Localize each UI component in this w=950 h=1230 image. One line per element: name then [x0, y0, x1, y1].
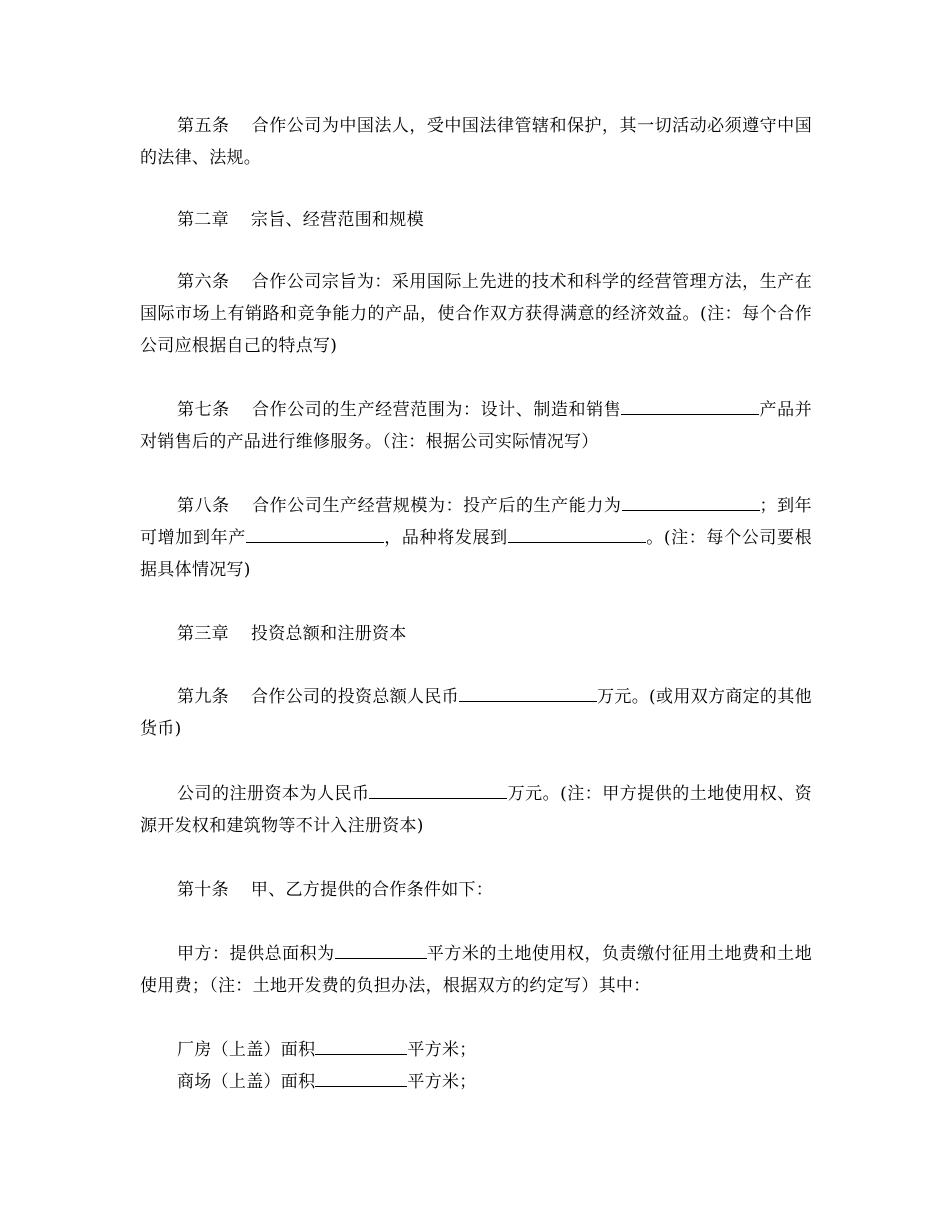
article-8-text-d: 。(注：每个公司要根据具体情况写)	[140, 528, 812, 580]
article-7-text-after: 产品并对销售后的产品进行维修服务。（注：根据公司实际情况写）	[140, 400, 812, 452]
mall-area-blank[interactable]	[315, 1068, 407, 1087]
article-8-text-b: ；到年可增加到年产	[140, 496, 812, 548]
item-label: 商场（上盖）面积	[177, 1072, 316, 1092]
item-mall-area	[140, 1066, 812, 1098]
article-9-label: 第九条	[177, 687, 229, 707]
item-label: 厂房（上盖）面积	[177, 1040, 316, 1060]
article-9	[140, 681, 812, 745]
article-6-text: 合作公司宗旨为：采用国际上先进的技术和科学的经营管理方法，生产在国际市场上有销路和竞争能力的产品，使合作双方获得满意的经济效益。(注：每个合作公司应根据自己的特点写)	[140, 272, 812, 356]
variety-blank[interactable]	[508, 524, 646, 543]
chapter-2-title: 宗旨、经营范围和规模	[250, 210, 424, 230]
chapter-2-label: 第二章	[177, 210, 229, 230]
article-10-label: 第十条	[177, 880, 229, 900]
total-investment-blank[interactable]	[459, 683, 597, 702]
factory-area-blank[interactable]	[315, 1036, 407, 1055]
article-7-text-before: 合作公司的生产经营范围为：设计、制造和销售	[251, 400, 622, 420]
product-blank[interactable]	[621, 396, 759, 415]
article-6	[140, 266, 812, 362]
item-unit: 平方米；	[407, 1072, 477, 1092]
party-a-conditions	[140, 938, 812, 1002]
chapter-3-label: 第三章	[177, 624, 229, 644]
article-5-text: 合作公司为中国法人，受中国法律管辖和保护，其一切活动必须遵守中国的法律、法规。	[140, 116, 812, 168]
article-7-label: 第七条	[177, 400, 230, 420]
chapter-3-title: 投资总额和注册资本	[250, 624, 407, 644]
capacity-blank[interactable]	[622, 492, 760, 511]
party-a-text-before: 甲方：提供总面积为	[177, 944, 335, 964]
item-unit: 平方米；	[407, 1040, 477, 1060]
registered-capital-blank[interactable]	[369, 780, 507, 799]
registered-capital	[140, 778, 812, 842]
article-10-text: 甲、乙方提供的合作条件如下：	[250, 880, 494, 900]
article-7	[140, 394, 812, 458]
article-8-text-a: 合作公司生产经营规模为：投产后的生产能力为	[251, 496, 622, 516]
chapter-2-heading	[140, 204, 812, 236]
chapter-3-heading	[140, 618, 812, 650]
land-area-blank[interactable]	[335, 940, 427, 959]
article-5	[140, 110, 812, 174]
article-5-label: 第五条	[177, 116, 230, 136]
registered-capital-text-before: 公司的注册资本为人民币	[177, 784, 370, 804]
article-6-label: 第六条	[177, 272, 230, 292]
article-9-text-after: 万元。(或用双方商定的其他货币)	[140, 687, 812, 739]
party-a-text-after: 平方米的土地使用权，负责缴付征用土地费和土地使用费；（注：土地开发费的负担办法，根据双方的约定写）其中：	[140, 944, 813, 996]
article-10	[140, 874, 812, 906]
article-8	[140, 490, 812, 586]
annual-output-blank[interactable]	[246, 524, 384, 543]
article-8-label: 第八条	[177, 496, 230, 516]
item-factory-area	[140, 1034, 812, 1066]
registered-capital-text-after: 万元。(注：甲方提供的土地使用权、资源开发权和建筑物等不计入注册资本)	[140, 784, 812, 836]
article-8-text-c: ，品种将发展到	[383, 528, 508, 548]
article-9-text-before: 合作公司的投资总额人民币	[251, 687, 460, 707]
